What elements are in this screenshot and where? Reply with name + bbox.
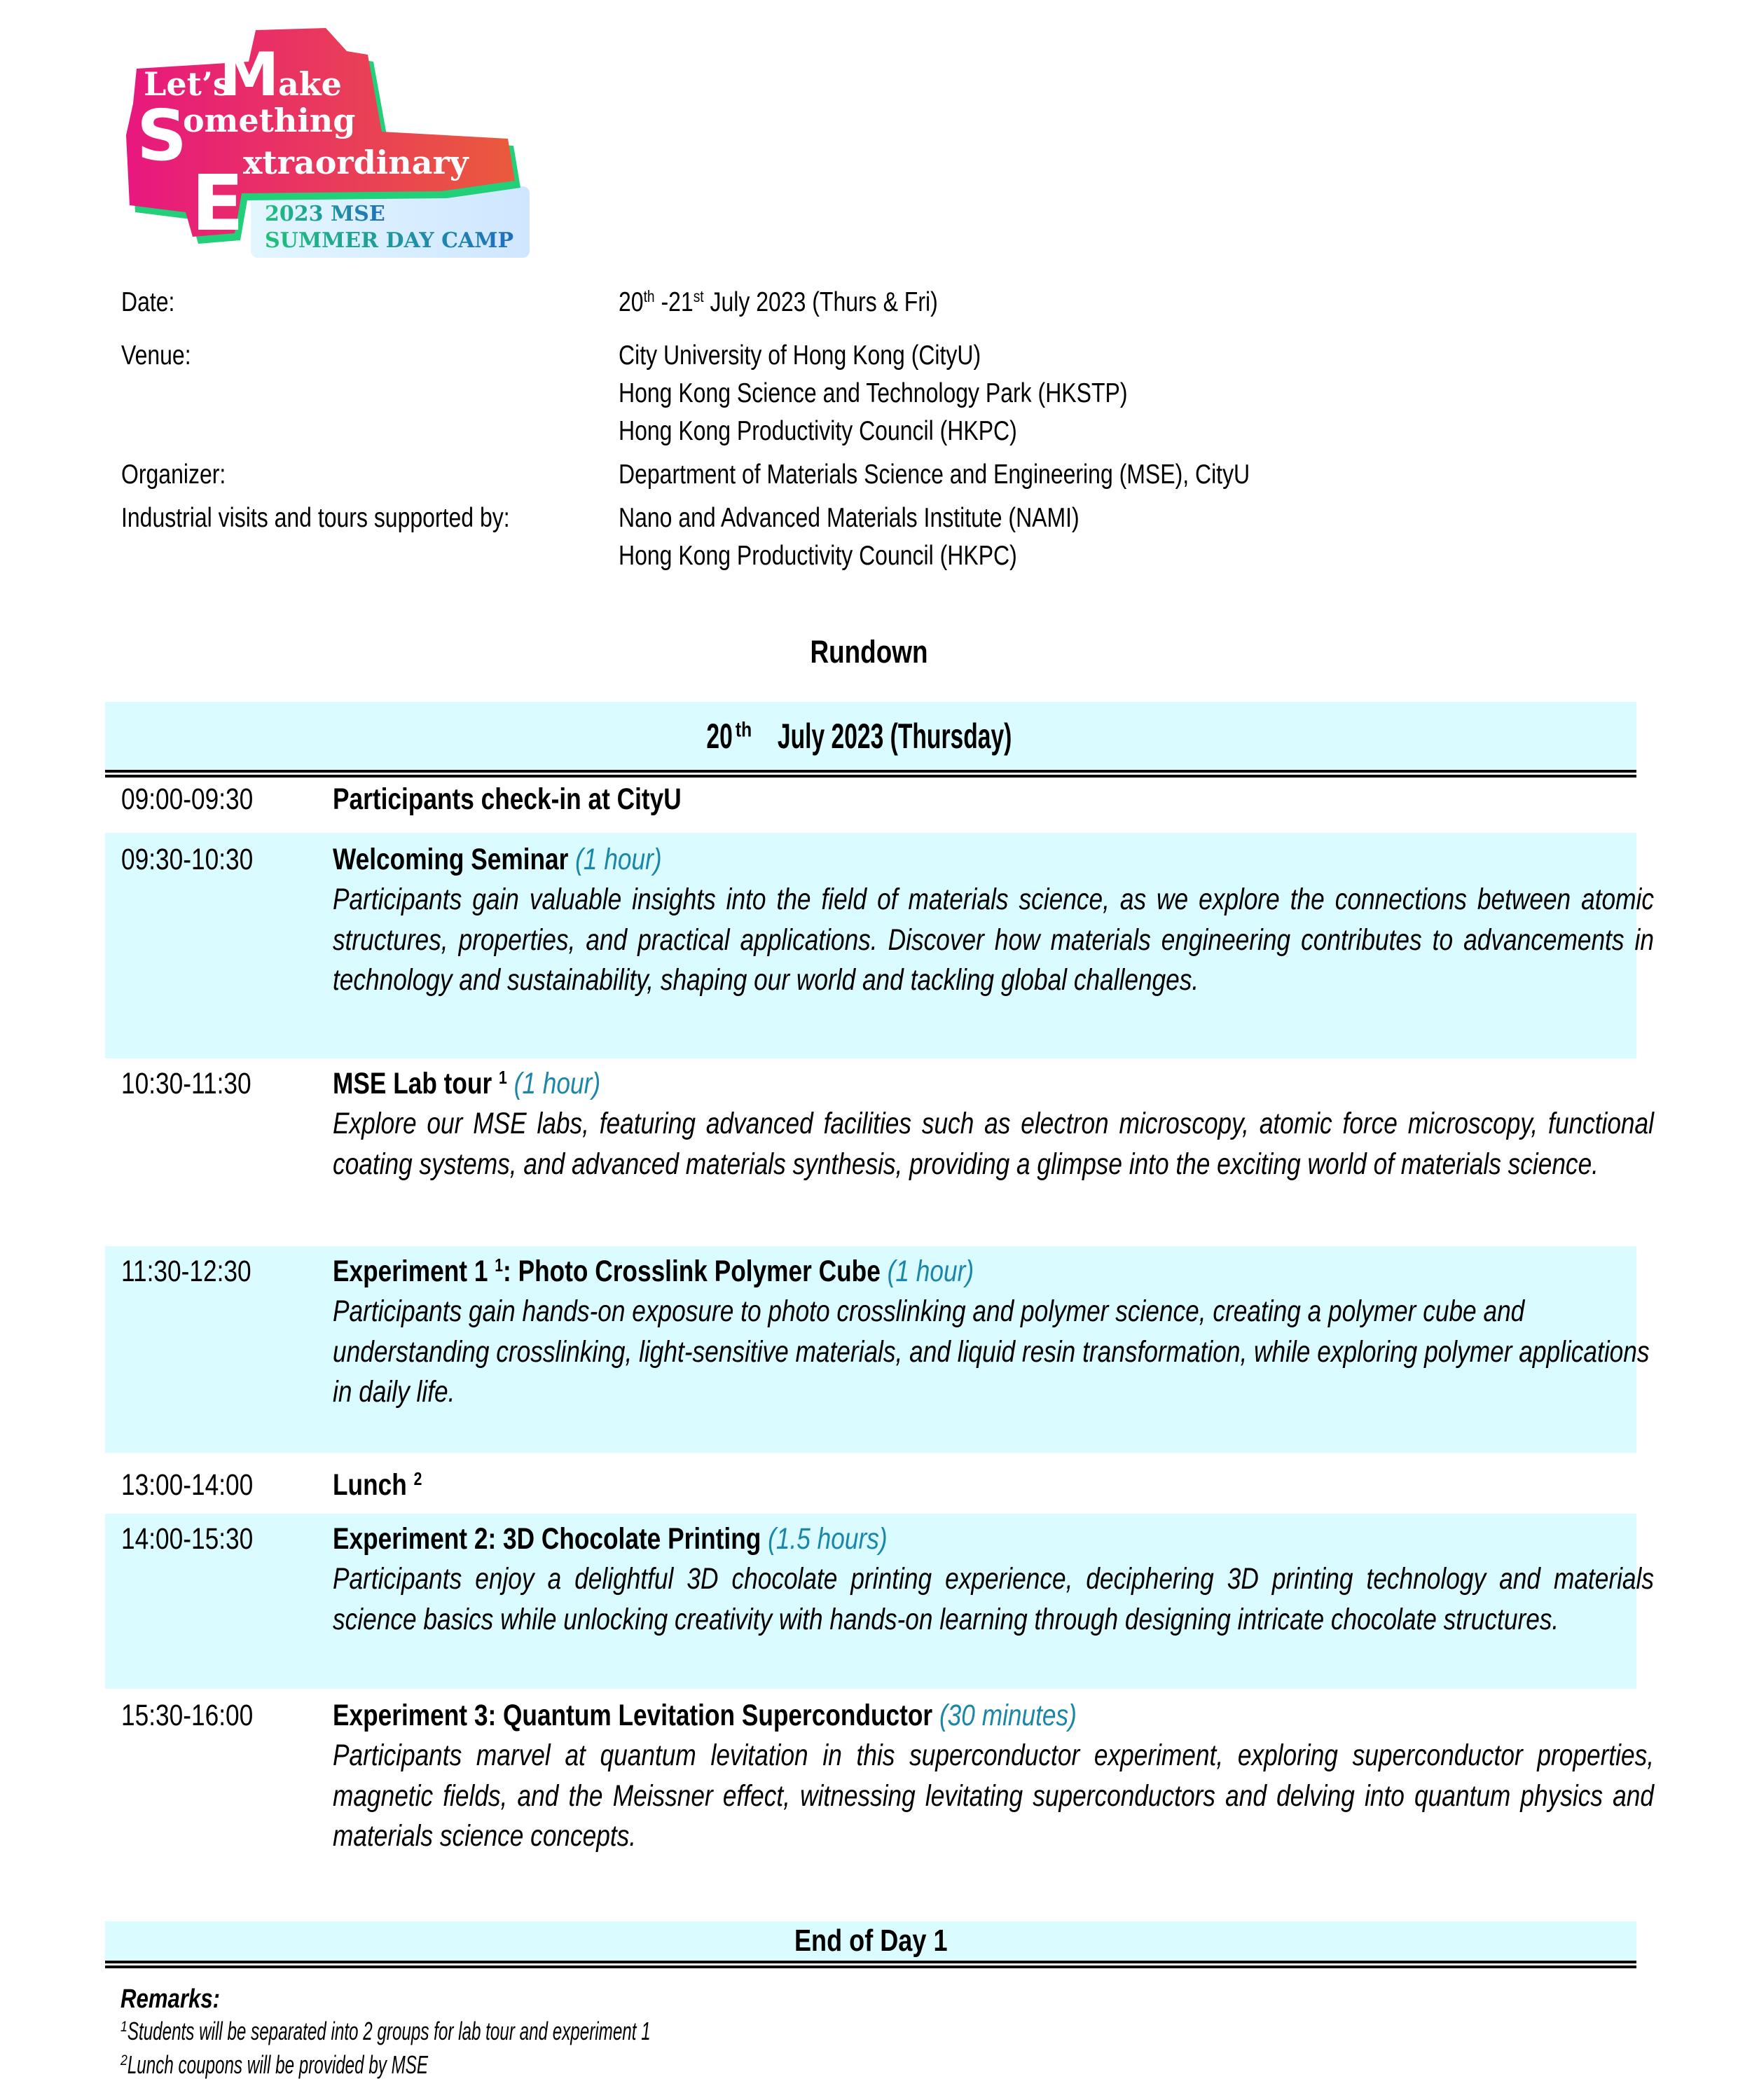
svg-text:xtraordinary: xtraordinary	[243, 144, 469, 181]
schedule-time: 09:30-10:30	[121, 843, 254, 876]
date-value: 20th -21st July 2023 (Thurs & Fri)	[619, 287, 938, 317]
supporters-row	[121, 499, 1592, 575]
remarks	[120, 1984, 907, 2082]
organizer-label: Organizer:	[121, 460, 226, 490]
svg-text:M: M	[219, 40, 280, 110]
schedule-duration: (1 hour)	[575, 843, 662, 876]
svg-text:E: E	[191, 158, 244, 248]
date-label: Date:	[121, 287, 175, 317]
venue-item: Hong Kong Productivity Council (HKPC)	[619, 416, 1017, 446]
remark-note: $^2$Lunch coupons will be provided by MSE	[120, 2050, 429, 2079]
rundown-table	[105, 702, 1654, 1969]
day-header: 20 $^{th}$July 2023 (Thursday)	[105, 702, 1636, 770]
remark-note: $^1$Students will be separated into 2 groups for lab tour and experiment 1	[120, 2017, 651, 2045]
schedule-description: Participants gain valuable insights into the field of materials science, as we explore the connections between atomic structures, properties, and practical applications. Discover how materials engineering contributes to advancements in technology and sustainability, shaping our world and tackling global challenges.	[333, 883, 1654, 997]
schedule-row	[105, 1058, 1654, 1246]
footnote-ref: 1	[499, 1068, 507, 1088]
camp-logo	[116, 20, 536, 265]
schedule-title: Experiment 2: 3D Chocolate Printing	[333, 1522, 761, 1556]
schedule-title: MSE Lab tour	[333, 1067, 492, 1100]
schedule-title: Participants check-in at CityU	[333, 782, 682, 816]
double-rule-divider	[105, 1961, 1636, 1969]
footnote-ref: 1	[495, 1255, 504, 1276]
schedule-time: 11:30-12:30	[121, 1255, 251, 1288]
schedule-description: Participants gain hands-on exposure to photo crosslinking and polymer science, creating a polymer cube and understanding crosslinking, light-sensitive materials, and liquid resin transformation, while exploring polymer applications in daily life.	[333, 1294, 1650, 1409]
schedule-row	[105, 833, 1654, 1058]
venue-item: Hong Kong Science and Technology Park (HKSTP)	[619, 378, 1128, 408]
schedule-description: Participants enjoy a delightful 3D chocolate printing experience, deciphering 3D printing technology and materials science basics while unlocking creativity with hands-on learning through designing intricate chocolate structures.	[333, 1562, 1654, 1636]
date-row	[121, 284, 1592, 322]
schedule-duration: (30 minutes)	[939, 1699, 1077, 1732]
svg-text:omething: omething	[183, 102, 356, 139]
venue-item: City University of Hong Kong (CityU)	[619, 340, 981, 371]
schedule-time: 14:00-15:30	[121, 1522, 254, 1556]
schedule-title: Experiment 3: Quantum Levitation Superconductor	[333, 1699, 933, 1732]
end-of-day-banner: End of Day 1	[105, 1921, 1636, 1961]
logo-line1: Let’s	[144, 65, 231, 103]
schedule-time: 15:30-16:00	[121, 1699, 254, 1732]
schedule-title: Welcoming Seminar	[333, 843, 569, 876]
svg-text:S: S	[137, 95, 188, 177]
schedule-row	[105, 778, 1636, 833]
schedule-description: Participants marvel at quantum levitation in this superconductor experiment, exploring superconductor properties, magnetic fields, and the Meissner effect, witnessing levitating superconductors and delving into quantum physics and materials science concepts.	[333, 1739, 1654, 1853]
schedule-row: 11:30-12:30 Experiment 1 $^1$: Photo Crosslink Polymer Cube (1 hour) Participants gain hands-on exposure to photo crosslinking and polymer science, creating a polymer cube and understanding crosslinking, light-sensitive materials, and liquid resin transformation, while exploring polymer applications in daily life.	[105, 1246, 1636, 1453]
schedule-title: Lunch	[333, 1468, 407, 1502]
supporters-label: Industrial visits and tours supported by:	[121, 503, 510, 533]
schedule-duration: (1.5 hours)	[768, 1522, 888, 1556]
svg-text:ake: ake	[278, 65, 342, 103]
supporter-item: Hong Kong Productivity Council (HKPC)	[619, 541, 1017, 571]
schedule-row	[105, 1689, 1654, 1921]
organizer-row	[121, 456, 1592, 494]
double-rule-divider	[105, 770, 1636, 778]
schedule-title: Experiment 1	[333, 1255, 488, 1288]
event-info	[121, 284, 1592, 575]
logo-badge-line1: 2023 MSE	[265, 202, 385, 226]
schedule-duration: (1 hour)	[887, 1255, 974, 1288]
venue-label: Venue:	[121, 340, 191, 371]
footnote-ref: 2	[413, 1469, 422, 1489]
schedule-time: 10:30-11:30	[121, 1067, 251, 1100]
logo-badge-line2: SUMMER DAY CAMP	[265, 228, 514, 253]
schedule-row	[105, 1453, 1636, 1514]
schedule-time: 13:00-14:00	[121, 1468, 254, 1502]
schedule-description: Explore our MSE labs, featuring advanced facilities such as electron microscopy, atomic force microscopy, functional coating systems, and advanced materials synthesis, providing a glimpse into the exciting world of materials science.	[333, 1107, 1654, 1181]
organizer-value: Department of Materials Science and Engineering (MSE), CityU	[619, 460, 1250, 490]
venue-row	[121, 337, 1592, 450]
schedule-duration: (1 hour)	[513, 1067, 601, 1100]
supporter-item: Nano and Advanced Materials Institute (NAMI)	[619, 503, 1080, 533]
schedule-time: 09:00-09:30	[121, 782, 254, 816]
schedule-row	[105, 1514, 1654, 1689]
rundown-title: Rundown	[810, 634, 928, 670]
remarks-heading: Remarks:	[120, 1984, 221, 2014]
